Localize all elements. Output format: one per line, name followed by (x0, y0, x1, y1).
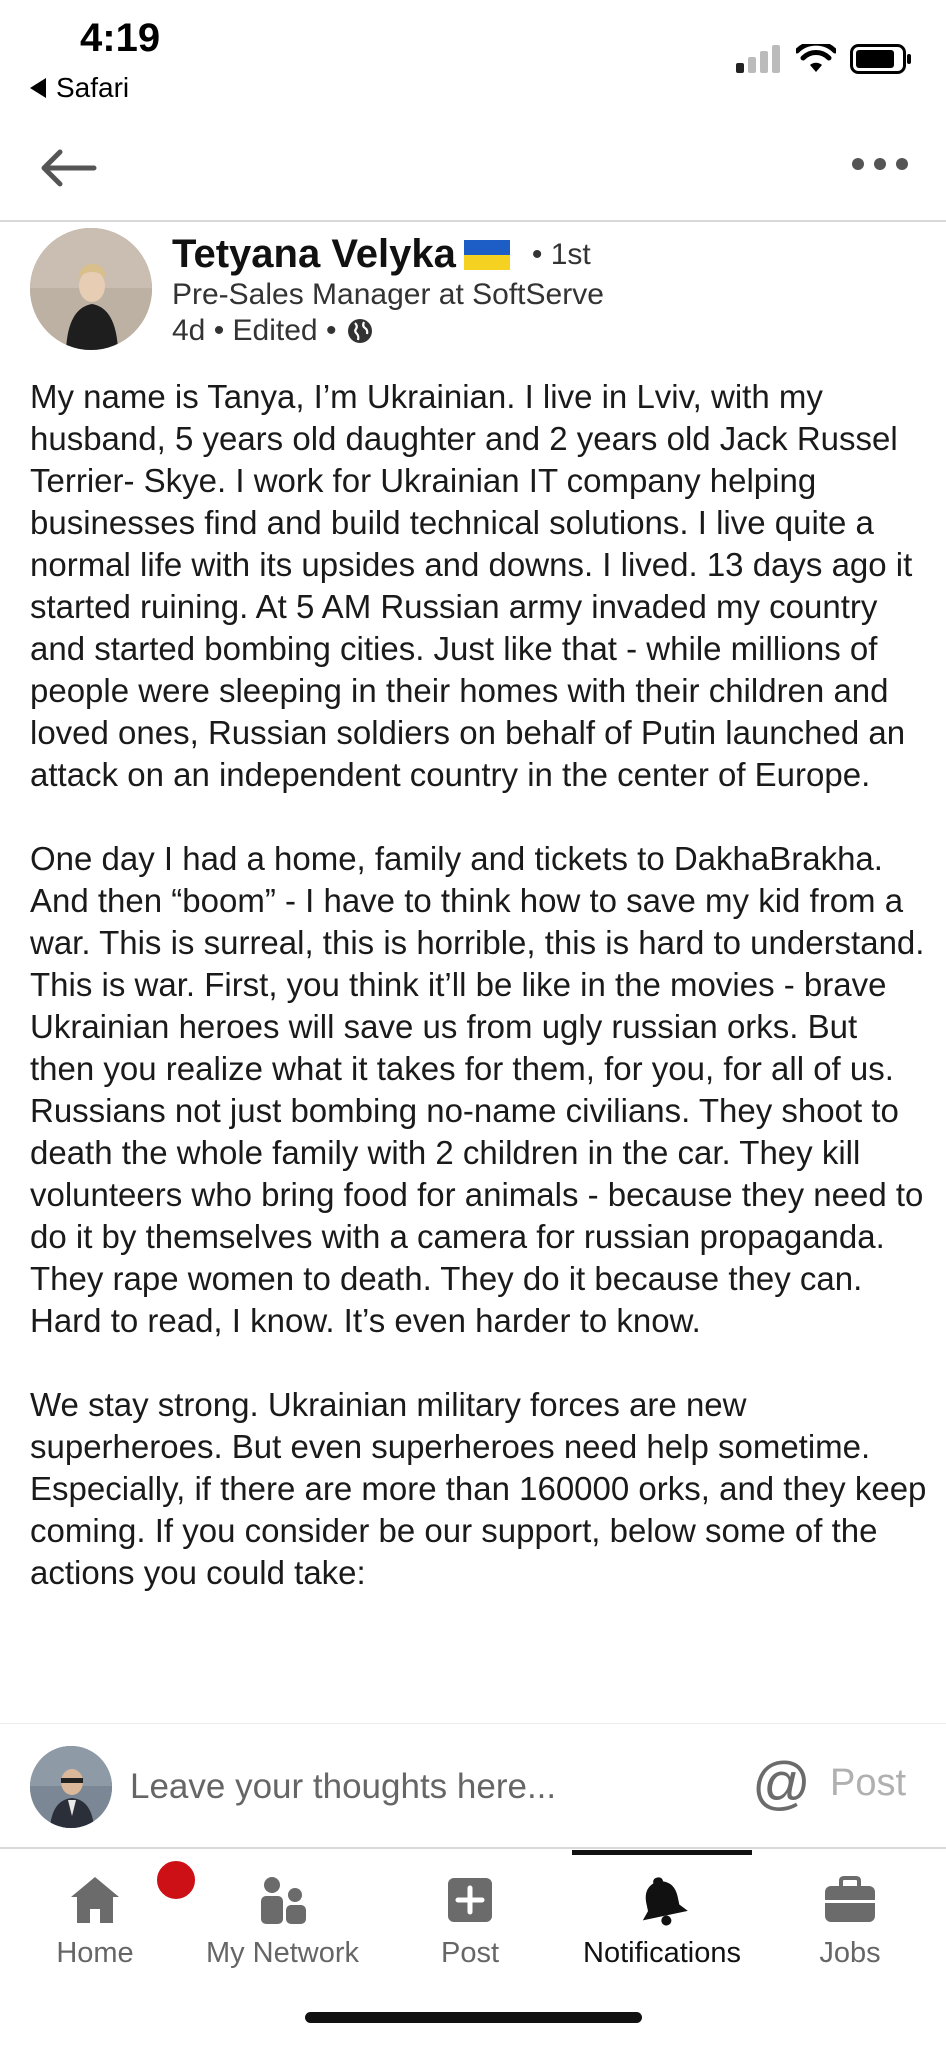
battery-icon (850, 44, 912, 74)
post-body (30, 376, 930, 1636)
tab-post[interactable] (415, 1850, 525, 1970)
tab-my-network[interactable] (190, 1850, 375, 1970)
briefcase-icon (823, 1872, 877, 1927)
more-horizontal-icon[interactable] (852, 158, 908, 170)
commenter-avatar (30, 1746, 112, 1828)
status-bar (0, 0, 946, 120)
author-name-text[interactable]: Tetyana Velyka (172, 232, 456, 276)
post-meta-text: 4d • Edited • (172, 314, 337, 347)
back-to-safari-link[interactable] (30, 72, 129, 104)
post-paragraph-2: One day I had a home, family and tickets to DakhaBrakha. And then “boom” - I have to think how to save my kid from a war. This is surreal, this is horrible, this is hard to understand. This is war. First, you think it’ll be like in the movies - brave Ukrainian heroes will save us from ugly russian orks. But then you realize what it takes for them, for you, for all of us. Russians not just bombing no-name civilians. They shoot to death the whole family with 2 children in the car. They kill volunteers who bring food for animals - because they need to do it by themselves with a camera for russian propaganda. They rape women to death. They do it because they can. Hard to read, I know. It’s even harder to know. (30, 840, 925, 1339)
post-paragraph-3: We stay strong. Ukrainian military forces are new superheroes. But even superheroes need help sometime. Especially, if there are more than 160000 orks, and they keep coming. If you consider be our support, below some of the actions you could take: (30, 1386, 927, 1591)
post-comment-button[interactable]: Post (830, 1762, 907, 1804)
mention-button[interactable]: @ (752, 1751, 811, 1816)
back-app-label: Safari (56, 72, 130, 103)
tab-notifications-label: Notifications (583, 1937, 741, 1969)
plus-square-icon (446, 1872, 494, 1927)
author-avatar[interactable] (30, 228, 152, 350)
tab-jobs-label: Jobs (819, 1937, 881, 1969)
home-icon (69, 1872, 121, 1927)
tab-home-label: Home (56, 1937, 134, 1969)
network-icon (257, 1872, 309, 1927)
tab-my-network-label: My Network (205, 1937, 360, 1969)
comment-bar (0, 1723, 946, 1849)
globe-icon (346, 317, 374, 345)
arrow-left-icon[interactable] (36, 144, 100, 192)
tab-notifications[interactable] (572, 1850, 752, 1970)
post-meta (172, 314, 374, 348)
tab-jobs[interactable] (790, 1850, 910, 1970)
back-triangle-icon (30, 78, 46, 98)
cellular-signal-icon (736, 45, 782, 73)
top-nav-bar (0, 120, 946, 222)
wifi-icon (796, 44, 836, 74)
status-time: 4:19 (80, 16, 161, 60)
comment-input[interactable] (130, 1760, 610, 1814)
tab-home[interactable] (40, 1850, 150, 1970)
ukraine-flag-icon (464, 240, 510, 270)
author-name[interactable] (172, 232, 591, 277)
bottom-tab-bar (0, 1850, 946, 1970)
post-header (0, 222, 946, 362)
home-indicator[interactable] (305, 2012, 642, 2023)
author-headline: Pre-Sales Manager at SoftServe (172, 278, 604, 311)
bell-icon (636, 1872, 688, 1927)
status-icons (736, 44, 912, 74)
post-paragraph-1: My name is Tanya, I’m Ukrainian. I live in Lviv, with my husband, 5 years old daughter and 2 years old Jack Russel Terrier- Skye. I work for Ukrainian IT company helping businesses find and build technical solutions. I live quite a normal life with its upsides and downs. I lived. 13 days ago it started ruining. At 5 AM Russian army invaded my country and started bombing cities. Just like that - while millions of people were sleeping in their homes with their children and loved ones, Russian soldiers on behalf of Putin launched an attack on an independent country in the center of Europe. (30, 378, 913, 793)
connection-degree: • 1st (531, 237, 591, 271)
tab-post-label: Post (440, 1937, 500, 1969)
